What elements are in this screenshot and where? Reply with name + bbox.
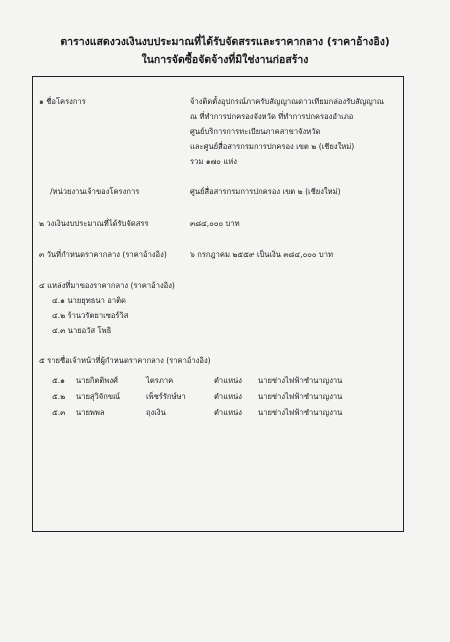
committee-row-position-label: ตำแหน่ง bbox=[214, 392, 242, 401]
committee-row-name: นายพพล bbox=[76, 408, 105, 417]
document-subtitle: ในการจัดซื้อจัดจ้างที่มิใช่งานก่อสร้าง bbox=[141, 54, 309, 66]
committee-row-surname: ฤงเงิน bbox=[146, 408, 166, 417]
project-name-line: รวม ๑๗๐ แห่ง bbox=[190, 157, 237, 166]
price-source-item: ๔.๓ นายอวัส โพธิ bbox=[52, 326, 112, 335]
project-name-line: และศูนย์สื่อสารกรมการปกครอง เขต ๒ (เชียงใหม่) bbox=[190, 142, 355, 151]
budget-label: ๒ วงเงินงบประมาณที่ได้รับจัดสรร bbox=[39, 219, 149, 228]
reference-date-value: ๖ กรกฎาคม ๒๕๕๙ เป็นเงิน ๓๘๔,๐๐๐ บาท bbox=[190, 250, 333, 259]
committee-row-no: ๕.๓ bbox=[52, 408, 66, 417]
budget-value: ๓๘๔,๐๐๐ บาท bbox=[190, 219, 240, 228]
committee-label: ๕ รายชื่อเจ้าหน้าที่ผู้กำหนดราคากลาง (ราคาอ้างอิง) bbox=[39, 356, 211, 365]
price-source-item: ๔.๒ ร้านวรัตยาเซอร์วิส bbox=[52, 311, 129, 320]
reference-date-label: ๓ วันที่กำหนดราคากลาง (ราคาอ้างอิง) bbox=[39, 250, 167, 259]
agency-label: /หน่วยงานเจ้าของโครงการ bbox=[50, 187, 140, 196]
committee-row-position-label: ตำแหน่ง bbox=[214, 376, 242, 385]
committee-row-surname: ไตรภาค bbox=[146, 376, 174, 385]
committee-row-position: นายช่างไฟฟ้าชำนาญงาน bbox=[258, 376, 343, 385]
project-name-line: ณ ที่ทำการปกครองจังหวัด ที่ทำการปกครองอำเภอ bbox=[190, 112, 354, 121]
committee-row-no: ๕.๑ bbox=[52, 376, 65, 385]
committee-row-surname: เพ็ชร์รักษ์ษา bbox=[146, 392, 186, 401]
committee-row-position: นายช่างไฟฟ้าชำนาญงาน bbox=[258, 392, 343, 401]
price-source-label: ๔ แหล่งที่มาของราคากลาง (ราคาอ้างอิง) bbox=[39, 281, 175, 290]
document-title: ตารางแสดงวงเงินงบประมาณที่ได้รับจัดสรรและราคากลาง (ราคาอ้างอิง) bbox=[60, 36, 390, 48]
project-name-line: ศูนย์บริการการทะเบียนภาคสาขาจังหวัด bbox=[190, 127, 321, 136]
committee-row-no: ๕.๒ bbox=[52, 392, 66, 401]
price-source-item: ๔.๑ นายยุทธนา อาติด bbox=[52, 296, 126, 305]
project-name-line: จ้างติดตั้งอุปกรณ์ภาครับสัญญาณดาวเทียมกล่องรับสัญญาณ bbox=[190, 97, 384, 106]
committee-row-name: นายสุวิจักขณ์ bbox=[76, 392, 121, 401]
committee-row-position: นายช่างไฟฟ้าชำนาญงาน bbox=[258, 408, 343, 417]
committee-row-position-label: ตำแหน่ง bbox=[214, 408, 242, 417]
committee-row-name: นายกิตติพงศ์ bbox=[76, 376, 118, 385]
agency-value: ศูนย์สื่อสารกรมการปกครอง เขต ๒ (เชียงใหม่) bbox=[190, 187, 341, 196]
project-name-label: ๑ ชื่อโครงการ bbox=[39, 97, 86, 106]
